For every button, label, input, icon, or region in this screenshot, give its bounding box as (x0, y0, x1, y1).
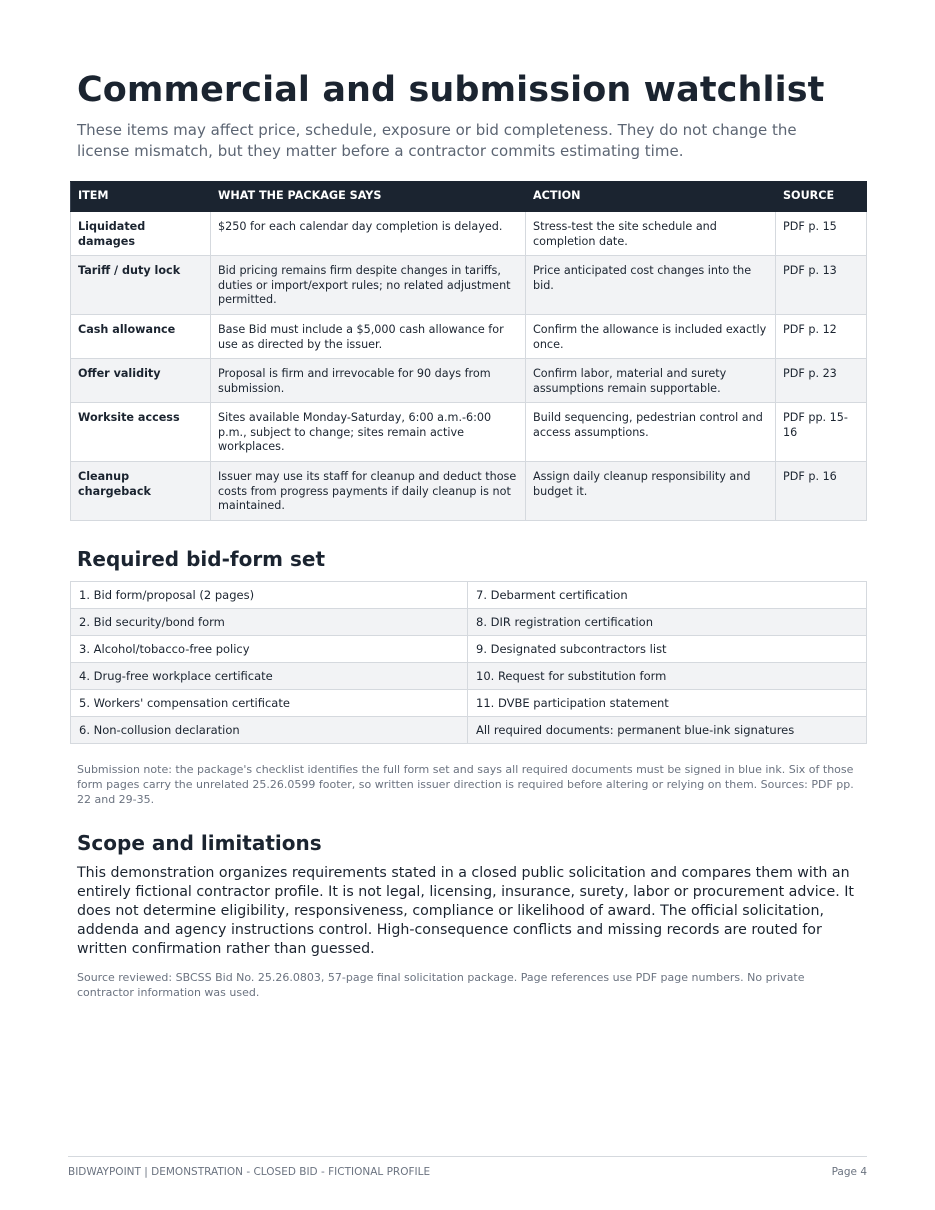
scope-body: This demonstration organizes requirements stated in a closed public solicitation and compares them with an entirely fictional contractor profile. It is not legal, licensing, insurance, surety, labor or procurement advice. It does not determine eligibility, responsiveness, compliance or likelihood of award. The official solicitation, addenda and agency instructions control. High-consequence conflicts and missing records are routed for written confirmation rather than guessed. (77, 865, 854, 957)
source-cell: PDF p. 15 (776, 212, 867, 256)
action-cell: Build sequencing, pedestrian control and access assumptions. (526, 403, 776, 462)
column-header-item: ITEM (71, 182, 211, 212)
action-cell: Assign daily cleanup responsibility and budget it. (526, 462, 776, 521)
item-cell: Worksite access (71, 403, 211, 462)
says-cell: Sites available Monday-Saturday, 6:00 a.m.-6:00 p.m., subject to change; sites remain active workplaces. (211, 403, 526, 462)
form-cell: 3. Alcohol/tobacco-free policy (71, 636, 468, 663)
source-cell: PDF p. 23 (776, 359, 867, 403)
table-row (71, 359, 867, 403)
action-cell: Confirm labor, material and surety assumptions remain supportable. (526, 359, 776, 403)
says-cell: $250 for each calendar day completion is delayed. (211, 212, 526, 256)
action-cell: Stress-test the site schedule and completion date. (526, 212, 776, 256)
table-row (71, 636, 867, 663)
item-cell: Offer validity (71, 359, 211, 403)
table-row (71, 315, 867, 359)
action-cell: Confirm the allowance is included exactly once. (526, 315, 776, 359)
table-row (71, 462, 867, 521)
footer-divider (68, 1156, 867, 1157)
table-row (71, 403, 867, 462)
source-note: Source reviewed: SBCSS Bid No. 25.26.0803, 57-page final solicitation package. Page references use PDF page numbers. No private contractor information was used. (77, 971, 805, 999)
form-cell: 10. Request for substitution form (468, 663, 867, 690)
form-cell: All required documents: permanent blue-ink signatures (468, 717, 867, 744)
form-cell: 11. DVBE participation statement (468, 690, 867, 717)
says-cell: Issuer may use its staff for cleanup and deduct those costs from progress payments if daily cleanup is not maintained. (211, 462, 526, 521)
table-row (71, 609, 867, 636)
says-cell: Proposal is firm and irrevocable for 90 days from submission. (211, 359, 526, 403)
bid-forms-heading: Required bid-form set (77, 547, 326, 571)
table-row (71, 256, 867, 315)
form-cell: 7. Debarment certification (468, 582, 867, 609)
item-cell: Cleanup chargeback (71, 462, 211, 521)
table-row (71, 717, 867, 744)
footer-label: BIDWAYPOINT | DEMONSTRATION - CLOSED BID - FICTIONAL PROFILE (68, 1166, 431, 1178)
table-row (71, 212, 867, 256)
form-cell: 1. Bid form/proposal (2 pages) (71, 582, 468, 609)
action-cell: Price anticipated cost changes into the bid. (526, 256, 776, 315)
bid-forms-table (70, 581, 867, 744)
table-row (71, 690, 867, 717)
column-header-source: SOURCE (776, 182, 867, 212)
page-title: Commercial and submission watchlist (77, 70, 825, 110)
page-number: Page 4 (831, 1166, 867, 1178)
table-row (71, 663, 867, 690)
column-header-says: WHAT THE PACKAGE SAYS (211, 182, 526, 212)
watchlist-table (70, 181, 867, 521)
says-cell: Base Bid must include a $5,000 cash allowance for use as directed by the issuer. (211, 315, 526, 359)
source-cell: PDF p. 13 (776, 256, 867, 315)
form-cell: 5. Workers' compensation certificate (71, 690, 468, 717)
submission-note: Submission note: the package's checklist identifies the full form set and says all required documents must be signed in blue ink. Six of those form pages carry the unrelated 25.26.0599 footer, so written issuer direction is required before altering or relying on them. Sources: PDF pp. 22 and 29-35. (77, 763, 854, 806)
source-cell: PDF pp. 15-16 (776, 403, 867, 462)
source-cell: PDF p. 12 (776, 315, 867, 359)
form-cell: 6. Non-collusion declaration (71, 717, 468, 744)
watchlist-header-row (71, 182, 867, 212)
form-cell: 8. DIR registration certification (468, 609, 867, 636)
source-cell: PDF p. 16 (776, 462, 867, 521)
scope-heading: Scope and limitations (77, 831, 322, 855)
item-cell: Cash allowance (71, 315, 211, 359)
column-header-action: ACTION (526, 182, 776, 212)
form-cell: 4. Drug-free workplace certificate (71, 663, 468, 690)
item-cell: Liquidated damages (71, 212, 211, 256)
table-row (71, 582, 867, 609)
form-cell: 9. Designated subcontractors list (468, 636, 867, 663)
page-subtitle: These items may affect price, schedule, exposure or bid completeness. They do not change the license mismatch, but they matter before a contractor commits estimating time. (77, 121, 797, 160)
item-cell: Tariff / duty lock (71, 256, 211, 315)
form-cell: 2. Bid security/bond form (71, 609, 468, 636)
says-cell: Bid pricing remains firm despite changes in tariffs, duties or import/export rules; no related adjustment permitted. (211, 256, 526, 315)
